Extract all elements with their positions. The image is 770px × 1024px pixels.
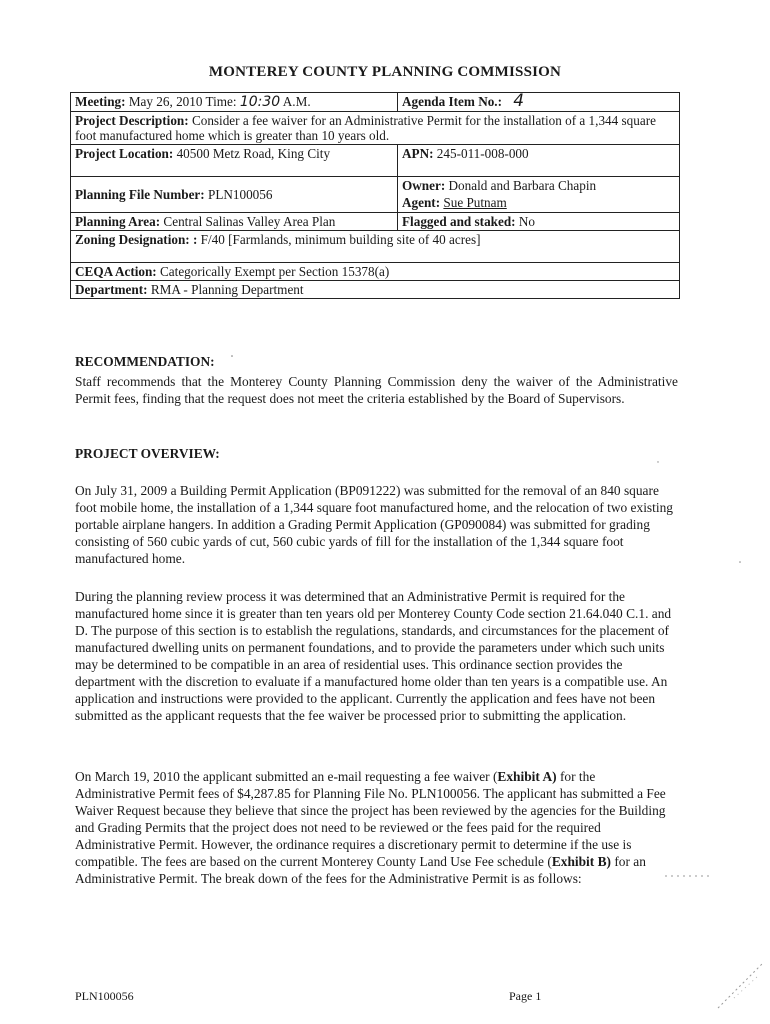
scan-speck (231, 355, 233, 357)
agenda-cell (398, 93, 680, 112)
paragraph-3-text-c: for an Administrative Permit. The break down of the fees for the Administrative Permit is as follows: (75, 854, 646, 886)
planning-area-cell (71, 213, 398, 231)
department-label: Department: (75, 282, 148, 297)
ceqa-value: Categorically Exempt per Section 15378(a) (160, 264, 390, 279)
paragraph-3-text-b: for the Administrative Permit fees of $4,287.85 for Planning File No. PLN100056. The applicant has submitted a Fee Waiver Request because they believe that since the project has been reviewed by the agencies for the Building and Grading Permits that the project does not need to be reviewed or the fees paid for the required Administrative Permit. However, the ordinance requires a discretionary permit to determine if the use is compatible. The fees are based on the current Monterey County Land Use Fee schedule ( (75, 769, 666, 869)
owner-value: Donald and Barbara Chapin (448, 178, 597, 193)
exhibit-b-reference: Exhibit B) (551, 854, 611, 869)
recommendation-heading: RECOMMENDATION: (75, 354, 215, 369)
project-info-table (70, 92, 680, 299)
document-title: MONTEREY COUNTY PLANNING COMMISSION (208, 64, 562, 80)
zoning-label: Zoning Designation: : (75, 232, 198, 247)
ceqa-label: CEQA Action: (75, 264, 157, 279)
planning-area-value: Central Salinas Valley Area Plan (163, 214, 336, 229)
ceqa-cell (71, 263, 680, 281)
zoning-value: F/40 [Farmlands, minimum building site of 40 acres] (200, 232, 481, 247)
department-cell (71, 281, 680, 299)
scan-speck (739, 561, 741, 563)
owner-label: Owner: (402, 178, 446, 193)
meeting-value: May 26, 2010 Time: (128, 94, 237, 109)
zoning-cell (71, 231, 680, 263)
meeting-cell (71, 93, 398, 112)
recommendation-text: Staff recommends that the Monterey County Planning Commission deny the waiver of the Administrative Permit fees, finding that the request does not meet the criteria established by the Board of Supervisors. (75, 374, 678, 406)
footer-file-number: PLN100056 (75, 989, 134, 1003)
planning-file-label: Planning File Number: (75, 187, 205, 202)
planning-file-cell (71, 177, 398, 213)
flagged-cell (398, 213, 680, 231)
paragraph-3-text-a: On March 19, 2010 the applicant submitted an e-mail requesting a fee waiver ( (75, 769, 498, 784)
overview-paragraph-1: On July 31, 2009 a Building Permit Application (BP091222) was submitted for the removal of an 840 square foot mobile home, the installation of a 1,344 square foot manufactured home, and the relocation of two existing portable airplane hangers. In addition a Grading Permit Application (GP090084) was submitted for grading consisting of 560 cubic yards of cut, 560 cubic yards of fill for the installation of the 1,344 square foot manufactured home. (75, 483, 673, 566)
agent-value: Sue Putnam (443, 195, 507, 210)
planning-file-value: PLN100056 (207, 187, 273, 202)
flagged-value: No (518, 214, 535, 229)
project-location-value: 40500 Metz Road, King City (176, 146, 331, 161)
overview-paragraph-2: During the planning review process it was determined that an Administrative Permit is required for the manufactured home since it is greater than ten years old per Monterey County Code section 21.64.040 C.1. and D. The purpose of this section is to establish the regulations, standards, and circumstances for the placement of manufactured dwelling units on permanent foundations, and to provide the parameters under which such units may be determined to be compatible in an area of residential uses. This ordinance section provides the department with the discretion to evaluate if a manufactured home older than ten years is a compatible use. An application and instructions were provided to the applicant. Currently the application and fees have not been submitted as the applicant requests that the fee waiver be processed prior to submitting the application. (75, 589, 672, 723)
apn-cell (398, 145, 680, 177)
flagged-label: Flagged and staked: (402, 214, 516, 229)
meeting-ampm: A.M. (282, 94, 311, 109)
overview-paragraph-3 (75, 768, 678, 887)
scan-streak (718, 962, 764, 1008)
department-value: RMA - Planning Department (150, 282, 304, 297)
project-location-cell (71, 145, 398, 177)
scan-streak (734, 976, 758, 998)
agenda-label: Agenda Item No.: (402, 94, 502, 109)
scan-speck (657, 461, 658, 462)
exhibit-a-reference: Exhibit A) (497, 769, 557, 784)
project-description-value: Consider a fee waiver for an Administrative Permit for the installation of a 1,344 square foot manufactured home which is greater than 10 years old. (75, 113, 656, 143)
handwritten-time: 10:30 (239, 94, 281, 110)
project-description-label: Project Description: (75, 113, 189, 128)
project-description-cell (71, 112, 680, 145)
apn-value: 245-011-008-000 (436, 146, 529, 161)
agent-label: Agent: (402, 195, 441, 210)
planning-area-label: Planning Area: (75, 214, 161, 229)
meeting-label: Meeting: (75, 94, 126, 109)
project-location-label: Project Location: (75, 146, 174, 161)
project-overview-heading: PROJECT OVERVIEW: (75, 446, 220, 461)
apn-label: APN: (402, 146, 434, 161)
handwritten-agenda-number: 4 (513, 91, 525, 111)
owner-agent-cell (398, 177, 680, 213)
footer-page-number: Page 1 (509, 989, 542, 1003)
